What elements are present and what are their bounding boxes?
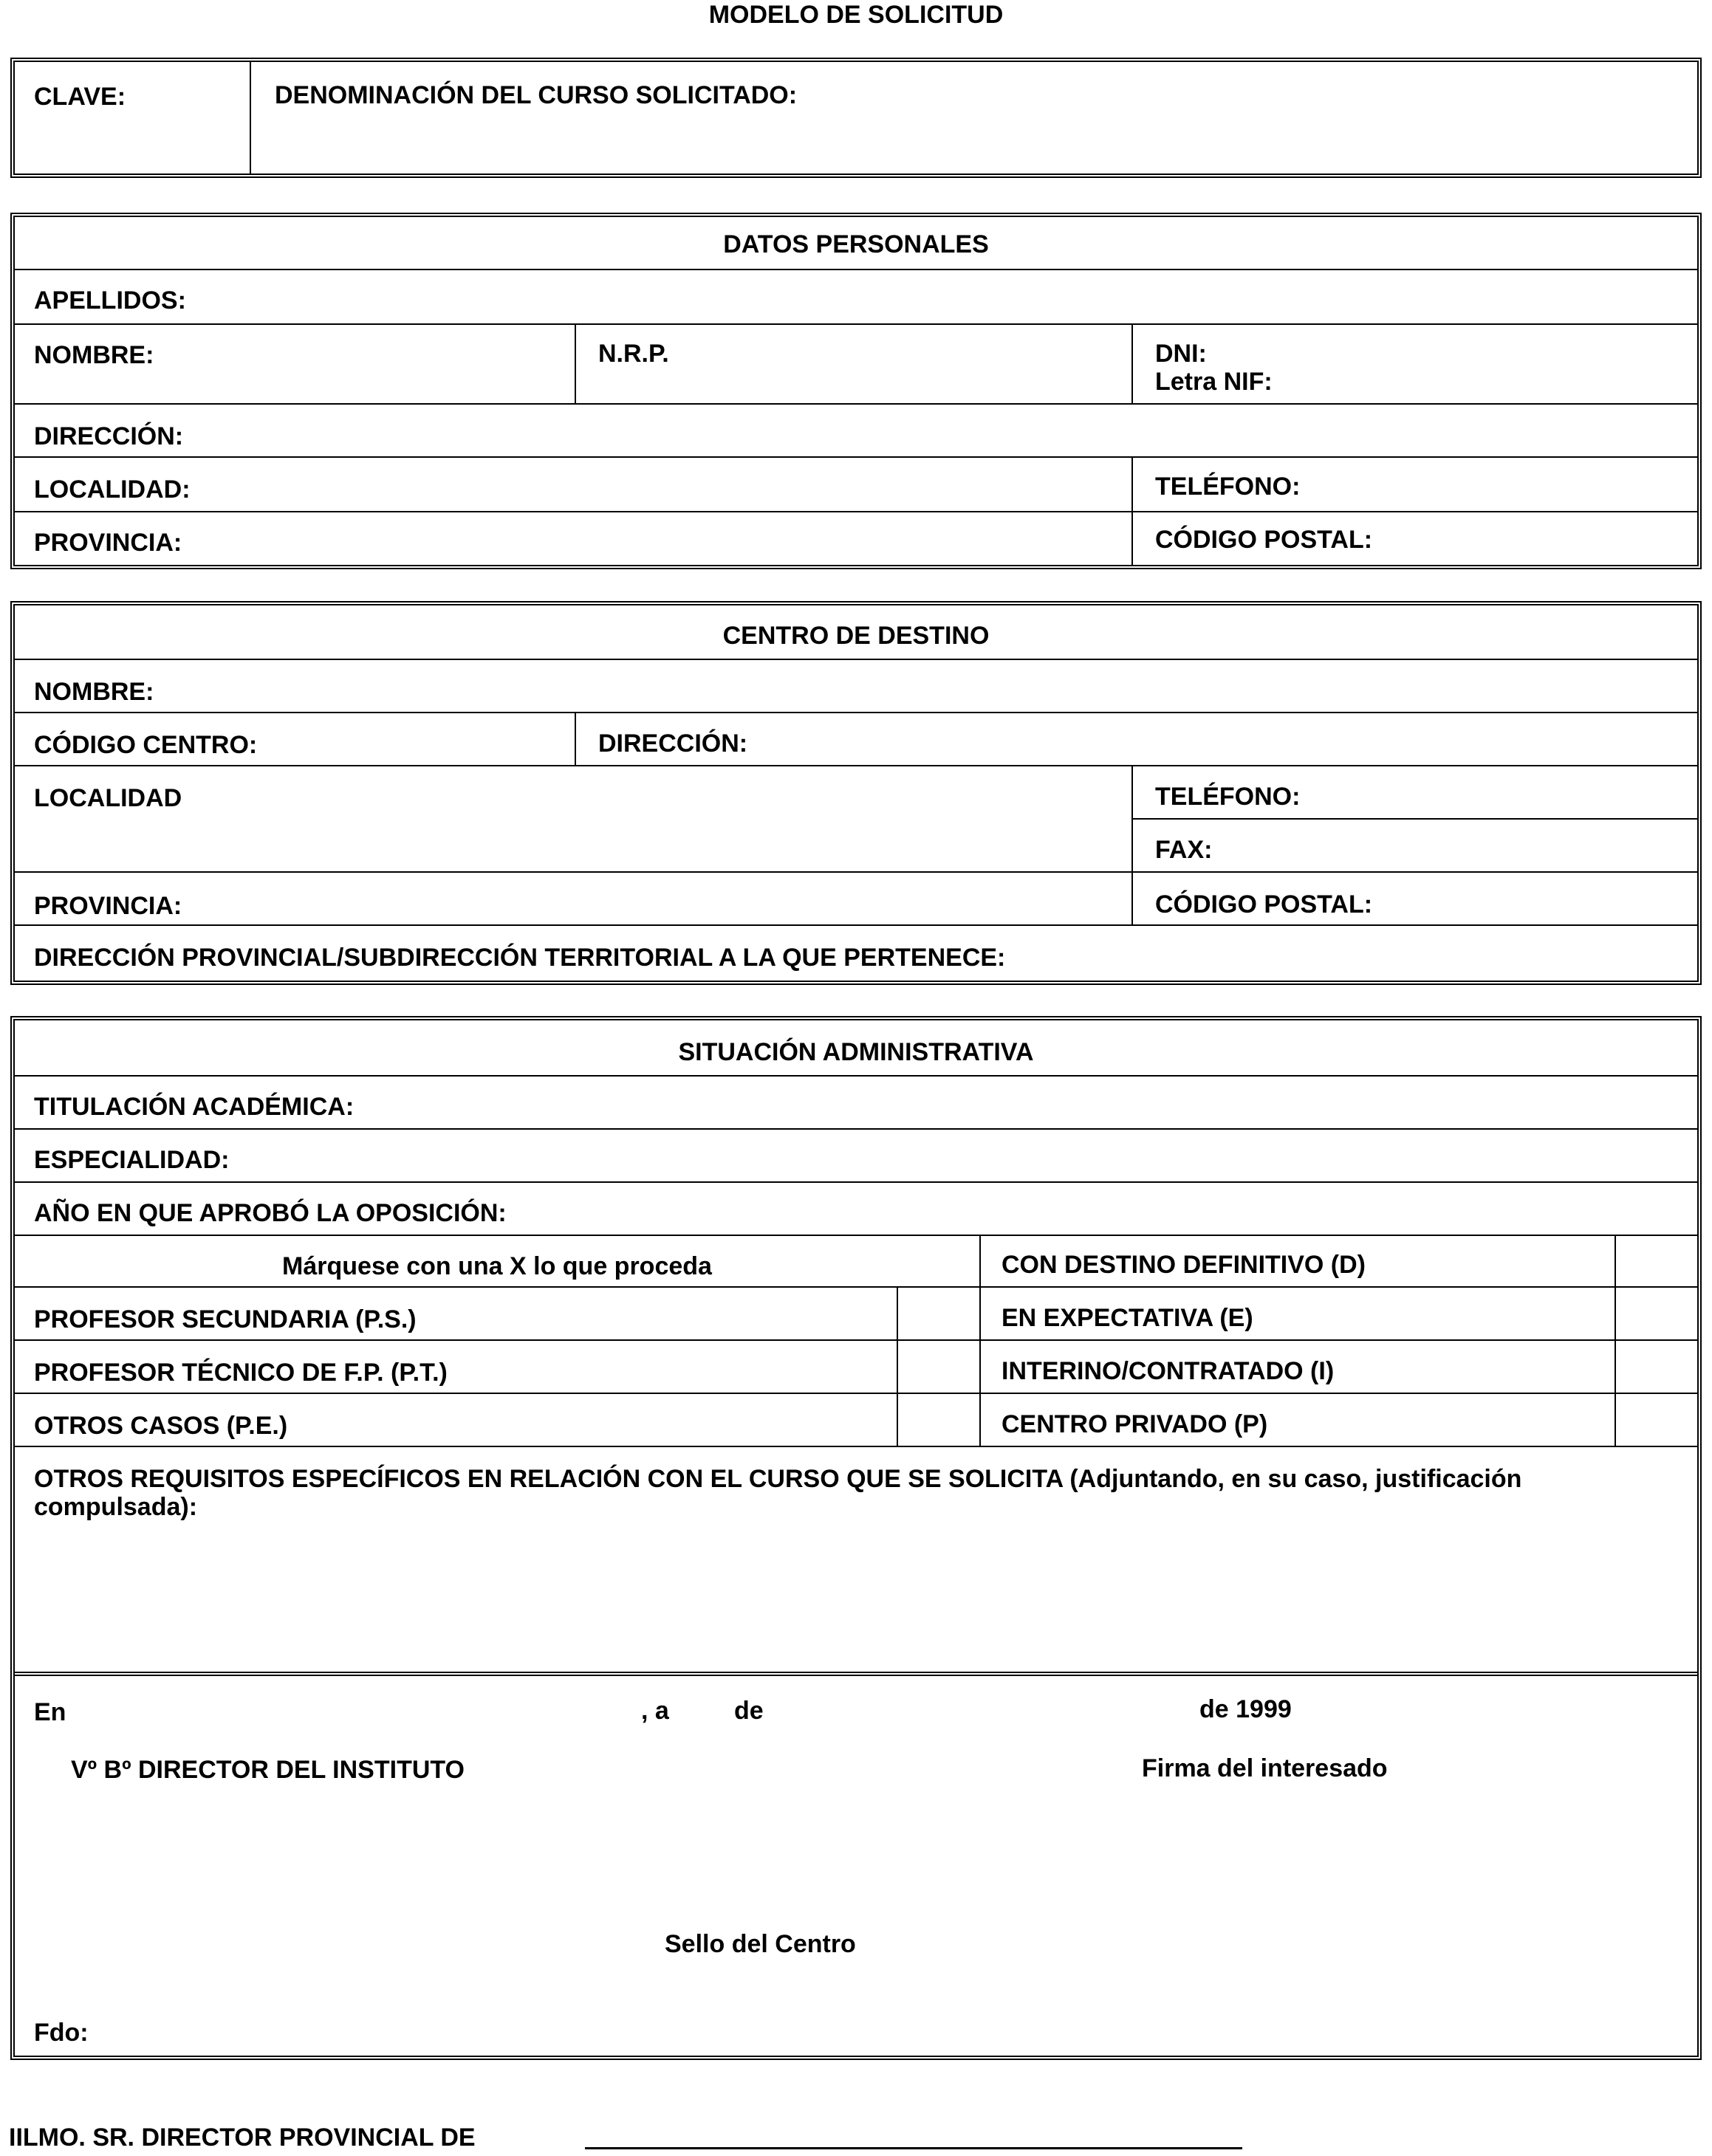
divider [15, 712, 1697, 713]
a-label: , a [641, 1697, 669, 1725]
divider [15, 924, 1697, 926]
denominacion-label: DENOMINACIÓN DEL CURSO SOLICITADO: [275, 81, 798, 109]
especialidad-label: ESPECIALIDAD: [34, 1146, 230, 1174]
divider [1131, 765, 1133, 924]
nombre-label: NOMBRE: [34, 341, 154, 369]
course-divider [250, 62, 251, 174]
provincia-label: PROVINCIA: [34, 529, 182, 557]
divider [15, 1393, 1697, 1394]
option-profesor-tecnico: PROFESOR TÉCNICO DE F.P. (P.T.) [34, 1359, 448, 1387]
option-profesor-secundaria: PROFESOR SECUNDARIA (P.S.) [34, 1305, 417, 1333]
otros-requisitos-label: OTROS REQUISITOS ESPECÍFICOS EN RELACIÓN CON EL CURSO QUE SE SOLICITA (Adjuntando, en su caso, justificación compulsada): [34, 1465, 1522, 1521]
de-label: de [734, 1697, 764, 1725]
letra-nif-label: Letra NIF: [1155, 368, 1273, 396]
situacion-heading: SITUACIÓN ADMINISTRATIVA [678, 1038, 1034, 1066]
checkbox-interino[interactable] [1616, 1341, 1696, 1391]
divider [15, 511, 1697, 512]
apellidos-label: APELLIDOS: [34, 286, 186, 315]
footer-fill-line[interactable] [585, 2147, 1242, 2149]
codigo-postal-label: CÓDIGO POSTAL: [1155, 526, 1373, 554]
option-destino-definitivo: CON DESTINO DEFINITIVO (D) [1001, 1251, 1366, 1279]
page-title: MODELO DE SOLICITUD [708, 1, 1004, 29]
centro-telefono-label: TELÉFONO: [1155, 783, 1301, 811]
course-box [10, 58, 1702, 178]
localidad-label: LOCALIDAD: [34, 476, 191, 504]
personal-data-box [10, 213, 1702, 569]
footer-addressee: IILMO. SR. DIRECTOR PROVINCIAL DE [9, 2124, 476, 2152]
divider [15, 1446, 1697, 1447]
vb-director-label: Vº Bº DIRECTOR DEL INSTITUTO [71, 1756, 465, 1784]
divider [1131, 323, 1133, 403]
divider [575, 712, 576, 765]
checkbox-destino-definitivo[interactable] [1616, 1236, 1696, 1285]
en-label: En [34, 1698, 66, 1726]
divider [15, 1075, 1697, 1077]
centro-heading: CENTRO DE DESTINO [722, 622, 990, 650]
checkbox-en-expectativa[interactable] [1616, 1288, 1696, 1338]
option-otros-casos: OTROS CASOS (P.E.) [34, 1412, 288, 1440]
divider [15, 659, 1697, 660]
centro-localidad-label: LOCALIDAD [34, 784, 182, 812]
centro-direccion-label: DIRECCIÓN: [598, 729, 748, 758]
divider [1131, 818, 1697, 820]
sello-centro-label: Sello del Centro [665, 1930, 856, 1958]
marquese-instruction: Márquese con una X lo que proceda [282, 1252, 712, 1280]
divider [575, 323, 576, 403]
personal-heading: DATOS PERSONALES [723, 230, 989, 258]
centro-nombre-label: NOMBRE: [34, 678, 154, 706]
situacion-box [10, 1016, 1702, 2060]
option-en-expectativa: EN EXPECTATIVA (E) [1001, 1304, 1253, 1332]
fax-label: FAX: [1155, 836, 1213, 864]
divider [15, 323, 1697, 325]
centro-provincia-label: PROVINCIA: [34, 892, 182, 920]
checkbox-profesor-secundaria[interactable] [898, 1288, 978, 1338]
dni-label: DNI: [1155, 340, 1207, 368]
divider [15, 1339, 1697, 1341]
clave-label: CLAVE: [34, 83, 126, 111]
divider [15, 1181, 1697, 1183]
section-separator [15, 1672, 1697, 1676]
direccion-provincial-label: DIRECCIÓN PROVINCIAL/SUBDIRECCIÓN TERRITORIAL A LA QUE PERTENECE: [34, 944, 1006, 972]
option-interino: INTERINO/CONTRATADO (I) [1001, 1357, 1335, 1385]
fdo-label: Fdo: [34, 2019, 89, 2047]
nrp-label: N.R.P. [598, 340, 669, 368]
option-centro-privado: CENTRO PRIVADO (P) [1001, 1410, 1268, 1438]
divider [15, 1286, 1697, 1288]
firma-interesado-label: Firma del interesado [1142, 1754, 1388, 1782]
direccion-label: DIRECCIÓN: [34, 422, 184, 450]
telefono-label: TELÉFONO: [1155, 473, 1301, 501]
codigo-centro-label: CÓDIGO CENTRO: [34, 731, 258, 759]
divider [15, 403, 1697, 405]
divider [15, 456, 1697, 458]
titulacion-label: TITULACIÓN ACADÉMICA: [34, 1093, 355, 1121]
checkbox-centro-privado[interactable] [1616, 1394, 1696, 1444]
anio-oposicion-label: AÑO EN QUE APROBÓ LA OPOSICIÓN: [34, 1199, 507, 1227]
divider [15, 765, 1697, 766]
checkbox-profesor-tecnico[interactable] [898, 1341, 978, 1391]
de-year-label: de 1999 [1199, 1695, 1292, 1723]
divider [15, 1235, 1697, 1236]
divider [15, 871, 1697, 873]
checkbox-otros-casos[interactable] [898, 1394, 978, 1444]
centro-codigo-postal-label: CÓDIGO POSTAL: [1155, 890, 1373, 919]
divider [15, 269, 1697, 270]
divider [15, 1128, 1697, 1130]
